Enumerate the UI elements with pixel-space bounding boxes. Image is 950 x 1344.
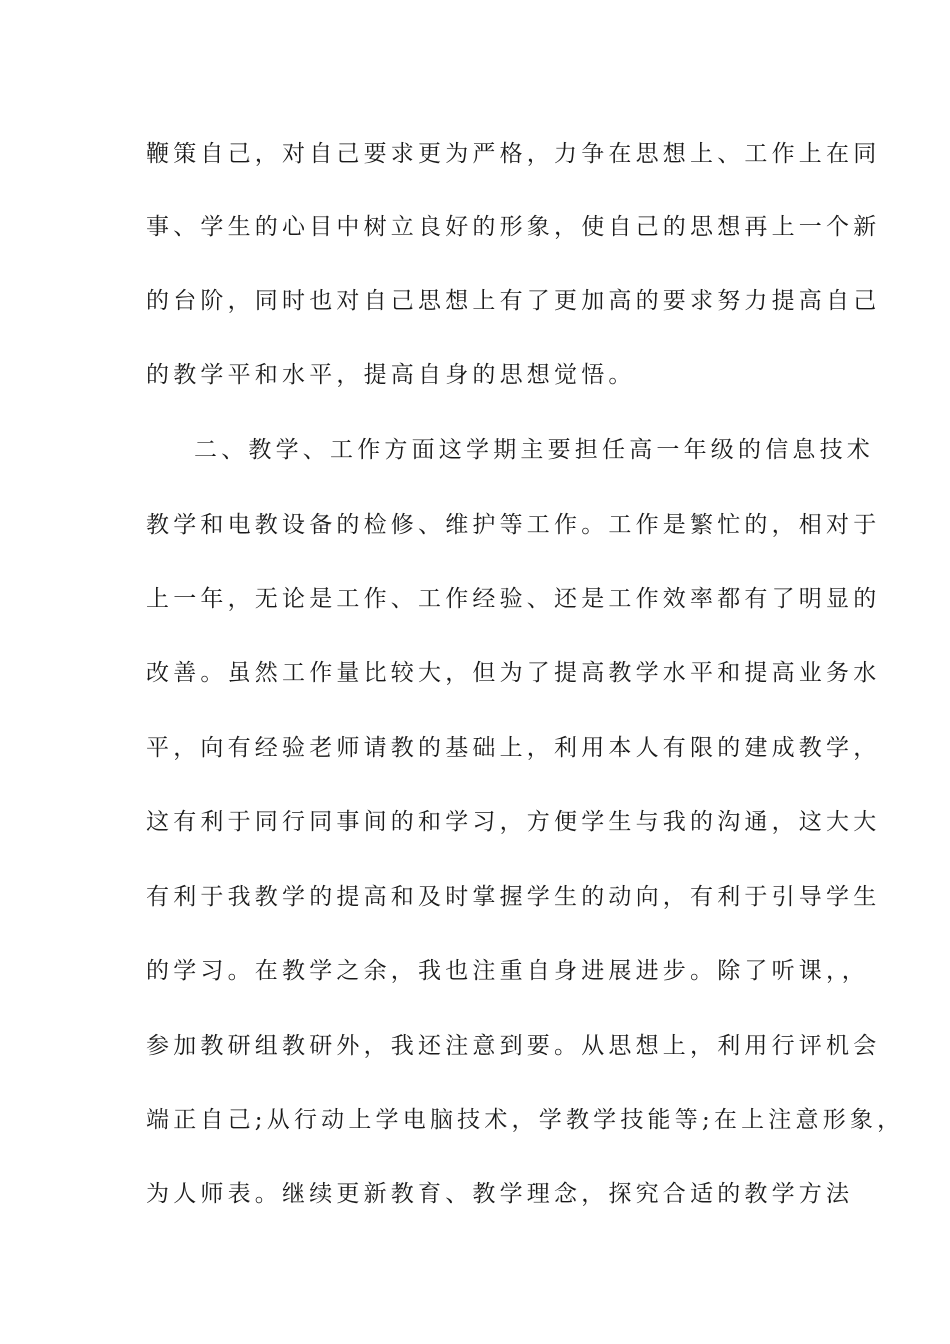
text-line-4: 的教学平和水平，提高自身的思想觉悟。 <box>146 362 636 388</box>
text-line-12: 的学习。在教学之余，我也注重自身进展进步。除了听课，， <box>146 958 869 984</box>
text-line-11: 有利于我教学的提高和及时掌握学生的动向，有利于引导学生 <box>146 884 881 910</box>
text-line-15: 为人师表。继续更新教育、教学理念，探究合适的教学方法 <box>146 1181 854 1207</box>
text-line-10: 这有利于同行同事间的和学习，方便学生与我的沟通，这大大 <box>146 809 881 835</box>
text-line-7: 上一年，无论是工作、工作经验、还是工作效率都有了明显的 <box>146 586 881 612</box>
text-line-8: 改善。虽然工作量比较大，但为了提高教学水平和提高业务水 <box>146 660 881 686</box>
text-line-2: 事、学生的心目中树立良好的形象，使自己的思想再上一个新 <box>146 214 881 240</box>
text-line-14: 端正自己;从行动上学电脑技术，学教学技能等;在上注意形象， <box>146 1107 905 1133</box>
text-line-1: 鞭策自己，对自己要求更为严格，力争在思想上、工作上在同 <box>146 141 881 167</box>
text-line-6: 教学和电教设备的检修、维护等工作。工作是繁忙的，相对于 <box>146 512 881 538</box>
text-line-13: 参加教研组教研外，我还注意到要。从思想上，利用行评机会 <box>146 1033 881 1059</box>
text-line-9: 平，向有经验老师请教的基础上，利用本人有限的建成教学， <box>146 735 881 761</box>
paragraph-2-first-line: 二、教学、工作方面这学期主要担任高一年级的信息技术 <box>194 437 874 463</box>
text-line-3: 的台阶，同时也对自己思想上有了更加高的要求努力提高自己 <box>146 288 881 314</box>
